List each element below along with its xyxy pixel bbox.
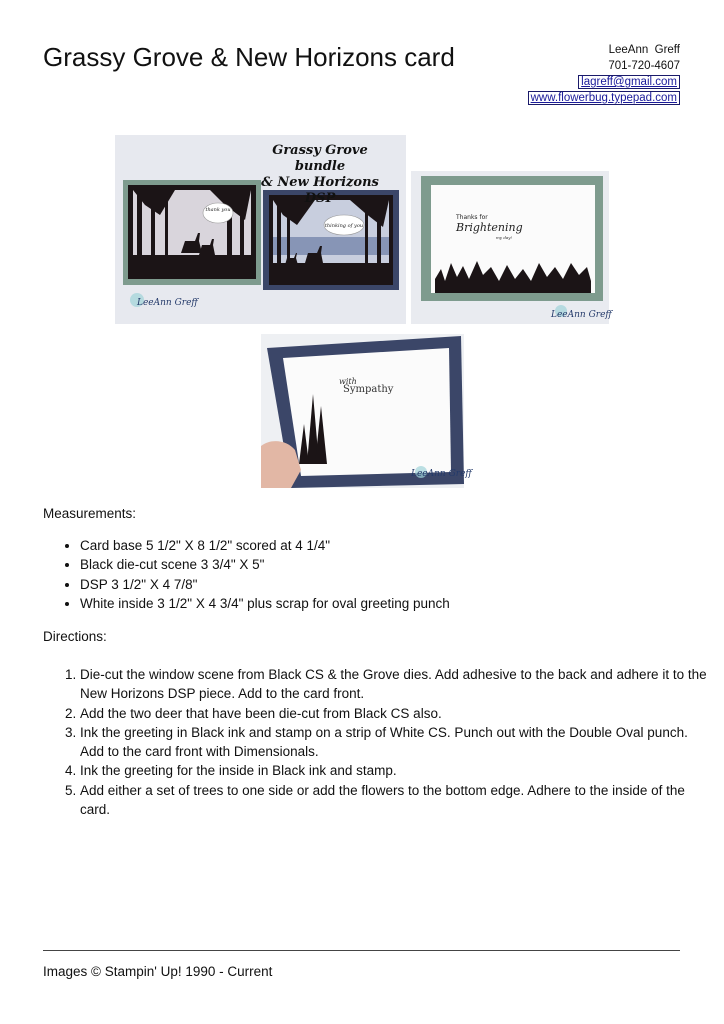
measurements-heading: Measurements: bbox=[43, 506, 137, 521]
measurement-item: • White inside 3 1/2" X 4 3/4" plus scrap for oval greeting punch bbox=[80, 594, 450, 613]
direction-step: 3. Ink the greeting in Black ink and stamp on a strip of White CS. Punch out with the Double Oval punch. Add to the card front with Dimensionals. bbox=[80, 723, 710, 762]
overlay-line-1: Grassy Grove bundle bbox=[272, 143, 368, 174]
sympathy-card-photo bbox=[261, 334, 472, 488]
sympathy-card-illustration bbox=[261, 334, 472, 488]
author-phone: 701-720-4607 bbox=[608, 60, 680, 72]
right-card-greeting: thinking of you bbox=[324, 223, 364, 229]
inside-greeting-2: Brightening bbox=[456, 221, 523, 234]
author-name: LeeAnn Greff bbox=[608, 44, 680, 56]
direction-step: 2. Add the two deer that have been die-cut from Black CS also. bbox=[80, 704, 710, 723]
left-card-greeting: thank you bbox=[205, 207, 231, 213]
card-inside-illustration bbox=[411, 171, 612, 324]
direction-step: 1. Die-cut the window scene from Black CS & the Grove dies. Add adhesive to the back and adhere it to the New Horizons DSP piece. Add to the card front. bbox=[80, 665, 710, 704]
website-link[interactable]: www.flowerbug.typepad.com bbox=[528, 91, 680, 105]
sympathy-greeting-1: with bbox=[339, 377, 357, 386]
email-link[interactable]: lagreff@gmail.com bbox=[578, 75, 680, 89]
direction-step: 4. Ink the greeting for the inside in Black ink and stamp. bbox=[80, 761, 710, 780]
photo1-signature: LeeAnn Greff bbox=[137, 298, 198, 308]
footer-divider bbox=[43, 950, 680, 951]
page-title: Grassy Grove & New Horizons card bbox=[43, 42, 455, 72]
sympathy-greeting-2: Sympathy bbox=[343, 384, 394, 395]
measurement-item: • Card base 5 1/2" X 8 1/2" scored at 4 1/4" bbox=[80, 536, 450, 555]
directions-list bbox=[43, 665, 710, 819]
photo2-signature: LeeAnn Greff bbox=[551, 310, 612, 320]
measurements-list bbox=[43, 536, 450, 613]
inside-greeting-3: my day! bbox=[496, 235, 513, 240]
overlay-line-2: & New Horizons DSP bbox=[261, 175, 379, 206]
measurement-item: • Black die-cut scene 3 3/4" X 5" bbox=[80, 555, 450, 574]
contact-block bbox=[528, 42, 680, 106]
photo3-signature: LeeAnn Greff bbox=[411, 469, 472, 479]
photo-overlay-title bbox=[245, 143, 395, 207]
direction-step: 5. Add either a set of trees to one side or add the flowers to the bottom edge. Adhere to the inside of the card. bbox=[80, 781, 710, 820]
inside-greeting-1: Thanks for bbox=[456, 214, 488, 221]
directions-heading: Directions: bbox=[43, 629, 107, 644]
measurement-item: • DSP 3 1/2" X 4 7/8" bbox=[80, 575, 450, 594]
front-cards-photo bbox=[115, 135, 406, 324]
card-inside-photo bbox=[411, 171, 612, 324]
copyright-footer: Images © Stampin' Up! 1990 - Current bbox=[43, 964, 273, 979]
